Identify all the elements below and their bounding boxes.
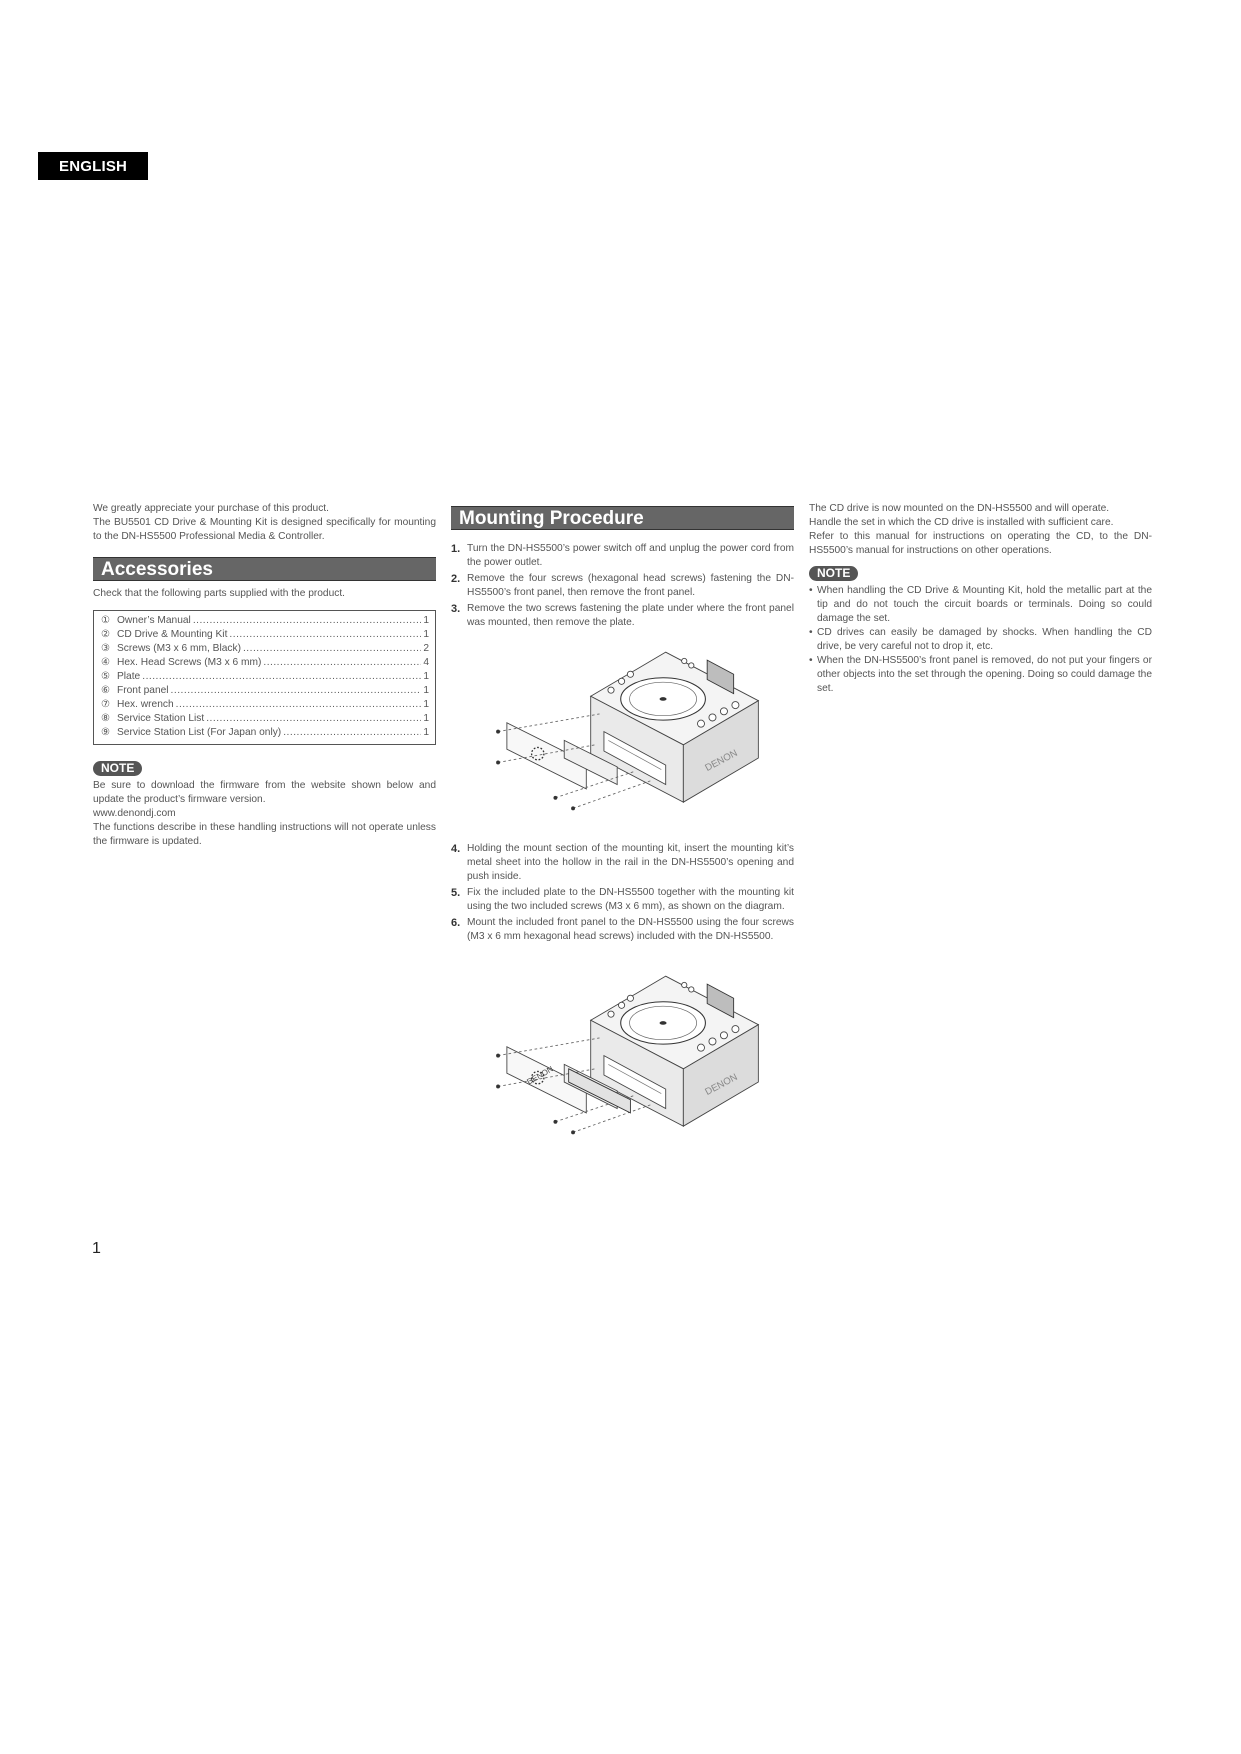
note-line-1: Be sure to download the firmware from the website shown below and update the product’s firmware version. (93, 780, 436, 805)
list-item: • When the DN-HS5500’s front panel is removed, do not put your fingers or other objects into the set through the opening. Doing so could damage the set. (809, 655, 1152, 694)
list-item: ① Owner’s Manual ..... 1 (101, 614, 429, 628)
steps-list-2 (451, 842, 794, 944)
parts-list (93, 610, 436, 745)
note-badge: NOTE (93, 761, 142, 776)
installation-diagram (476, 960, 776, 1160)
list-item: ⑦ Hex. wrench ..... 1 (101, 698, 429, 712)
list-item: 5. Fix the included plate to the DN-HS5500 together with the mounting kit using the two included screws (M3 x 6 mm), as shown on the diagram. (451, 887, 794, 912)
list-item: 1. Turn the DN-HS5500’s power switch off and unplug the power cord from the power outlet. (451, 543, 794, 568)
note-badge: NOTE (809, 566, 858, 581)
intro-line-2: The BU5501 CD Drive & Mounting Kit is designed specifically for mounting to the DN-HS5500 Professional Media & Controller. (93, 517, 436, 542)
list-item: 6. Mount the included front panel to the DN-HS5500 using the four screws (M3 x 6 mm hexagonal head screws) included with the DN-HS5500. (451, 917, 794, 942)
accessories-check-text: Check that the following parts supplied with the product. (93, 588, 346, 599)
column-left (93, 502, 436, 849)
info-line-3: Refer to this manual for instructions on operating the CD, to the DN-HS5500’s manual for instructions on other operations. (809, 531, 1152, 556)
website-link[interactable]: www.denondj.com (93, 808, 176, 819)
info-line-2: Handle the set in which the CD drive is installed with sufficient care. (809, 517, 1114, 528)
list-item: 2. Remove the four screws (hexagonal head screws) fastening the DN-HS5500’s front panel, then remove the front panel. (451, 573, 794, 598)
list-item: ③ Screws (M3 x 6 mm, Black) ..... 2 (101, 642, 429, 656)
list-item: • When handling the CD Drive & Mounting Kit, hold the metallic part at the tip and do not touch the circuit boards or terminals. Doing so could damage the set. (809, 585, 1152, 624)
info-line-1: The CD drive is now mounted on the DN-HS5500 and will operate. (809, 503, 1110, 514)
list-item: 4. Holding the mount section of the mounting kit, insert the mounting kit’s metal sheet into the hollow in the rail in the DN-HS5500’s opening and push inside. (451, 843, 794, 882)
language-tab: ENGLISH (38, 152, 148, 180)
intro-line-1: We greatly appreciate your purchase of this product. (93, 503, 329, 514)
accessories-heading: Accessories (93, 557, 436, 581)
steps-list (451, 542, 794, 630)
list-item: ⑤ Plate ..... 1 (101, 670, 429, 684)
drive-logo: DENON (525, 1064, 555, 1087)
column-middle (451, 506, 794, 1166)
list-item: ⑥ Front panel ..... 1 (101, 684, 429, 698)
list-item: • CD drives can easily be damaged by shocks. When handling the CD drive, be very careful not to drop it, etc. (809, 627, 1152, 652)
column-right (809, 502, 1152, 696)
list-item: ⑧ Service Station List ..... 1 (101, 712, 429, 726)
list-item: ② CD Drive & Mounting Kit ..... 1 (101, 628, 429, 642)
removal-diagram (476, 636, 776, 836)
mounting-heading: Mounting Procedure (451, 506, 794, 530)
page-number: 1 (92, 1240, 101, 1257)
note-line-2: The functions describe in these handling instructions will not operate unless the firmware is updated. (93, 822, 436, 847)
list-item: 3. Remove the two screws fastening the plate under where the front panel was mounted, then remove the plate. (451, 603, 794, 628)
list-item: ⑨ Service Station List (For Japan only) ..... 1 (101, 726, 429, 740)
list-item: ④ Hex. Head Screws (M3 x 6 mm) ..... 4 (101, 656, 429, 670)
